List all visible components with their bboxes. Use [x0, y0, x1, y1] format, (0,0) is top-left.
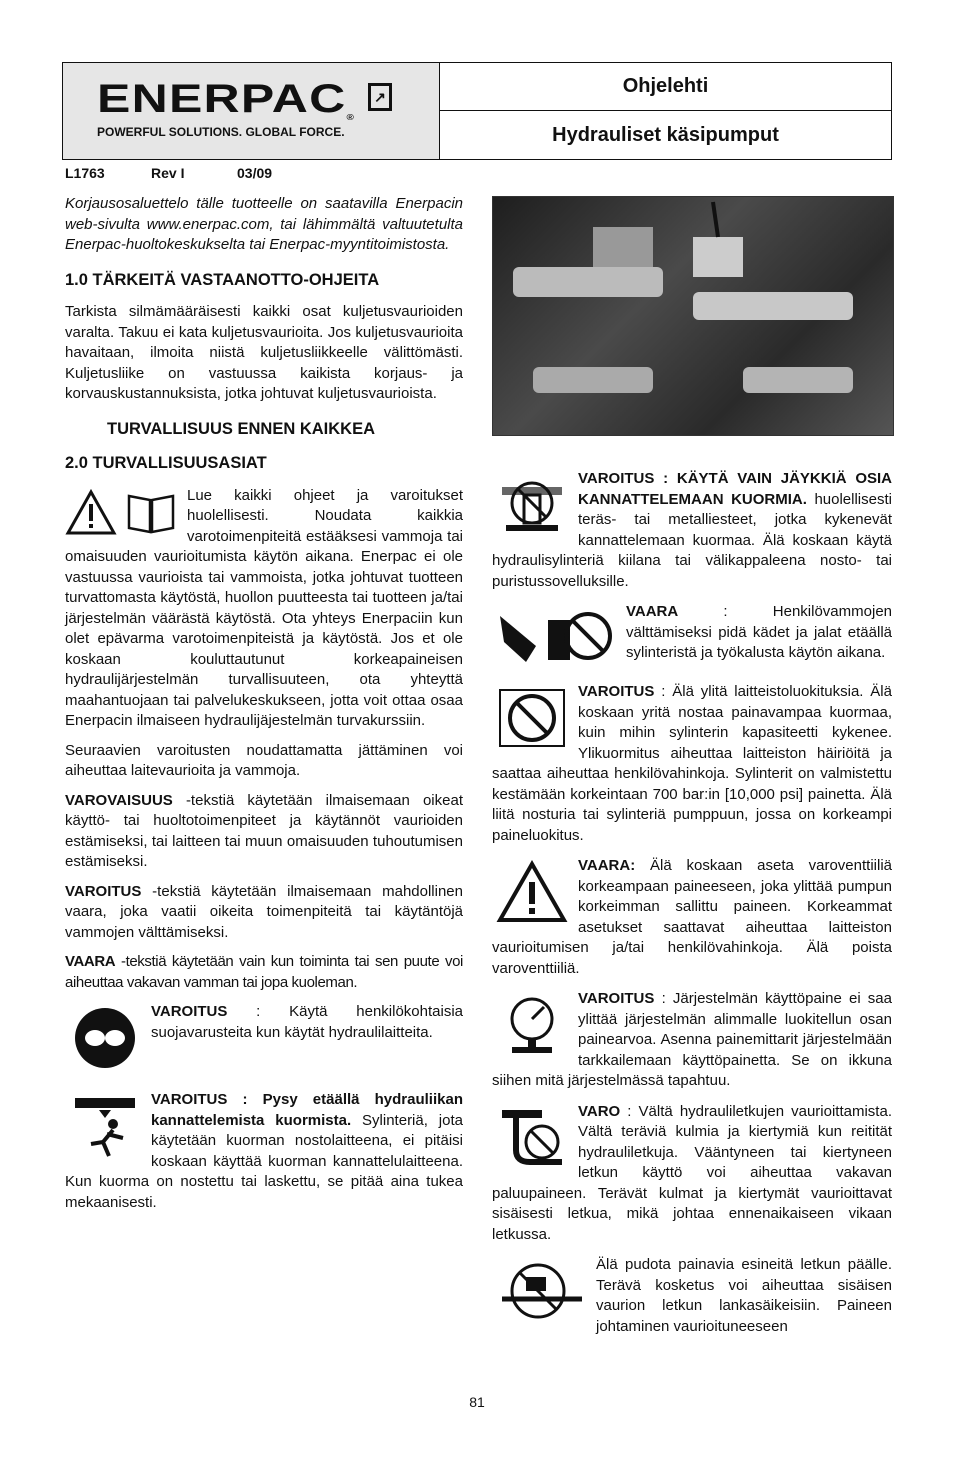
section-1-text: Tarkista silmämääräisesti kaikki osat kuljetusvaurioiden varalta. Takuu ei kata kuljetusvaurioita. Jos kuljetusvaurioita havaitaan, ilmoita niistä kuljetusliikkeelle välittömästi. Kuljetusliike on vastuussa kaikista korjaus- ja korvauskustannuksista, jotka johtuvat kuljetusvaurioista. [65, 303, 463, 402]
intro-text: Korjausosaluettelo tälle tuotteelle on saatavilla Enerpacin web-sivulta www.enerpac.com, tai lähimmältä valtuutetulta Enerpac-huoltokeskukselta tai Enerpac-myyntitoimistosta. [65, 195, 463, 253]
document-info [65, 165, 272, 181]
hose-bend-icon [496, 1106, 568, 1170]
pressure-gauge-icon [496, 993, 568, 1057]
ppe-warning: VAROITUS : Käytä henkilökohtaisia suojavarusteita kun käytät hydraulilaitteita. [65, 1002, 463, 1072]
hose-damage-caution: VARO : Vältä hydrauliletkujen vaurioittamista. Vältä teräviä kulmia ja kiertymiä kun reitität hydrauliletkuja. Vääntyneen tai kiertyneen letkun käyttö voi aiheuttaa vakavan paluupaineen. Terävät kulmat ja kiertymät vaurioittavat sisäisesti letkua, mikä johtaa ennenaikaiseen vikaan letkussa. [492, 1102, 892, 1243]
doc-number: L1763 [65, 165, 105, 181]
relief-valve-danger: VAARA: Älä koskaan aseta varoventtiiliä korkeampaan paineeseen, joka ylittää pumpun korkeimman sallittu paineen. Korkeammat asetukset saattavat aiheuttaa laitteiston vaurioitumisen ja/tai henkilövahinkoja. Älä poista varoventtiiliä. [492, 857, 892, 977]
warning-triangle-icon [496, 860, 568, 924]
warning-definition: VAROITUS -tekstiä käytetään ilmaisemaan mahdollinen vaara, joka vaatii oikeita toimenpiteitä tai käytäntöjä vammojen välttämiseksi. [65, 882, 463, 941]
section-1-heading: 1.0 TÄRKEITÄ VASTAANOTTO-OHJEITA [65, 270, 380, 289]
tagline: POWERFUL SOLUTIONS. GLOBAL FORCE. [97, 125, 345, 139]
page-number: 81 [469, 1394, 485, 1410]
doc-revision: Rev I [151, 165, 185, 181]
cylinder-support-icon [496, 473, 568, 537]
doc-date: 03/09 [237, 165, 273, 181]
safety-goggles-icon [69, 1006, 141, 1070]
overload-icon [496, 686, 568, 750]
left-column [65, 194, 463, 1223]
section-2-text: Lue kaikki ohjeet ja varoitukset huolellisesti. Noudata kaikkia varotoimenpiteitä estääksesi vammoja tai omaisuuden vaurioitumista käytön aikana. Enerpac ei ole vastuussa vaurioista tai vammoista, jotka johtuvat tuotteen turvattomasta käytöstä, huollon puutteesta tai tuotteen ja/tai järjestelmän väärästä käytöstä. Ota yhteys Enerpaciin kun olet epävarma varotoimenpiteistä ja käytöstä. Jos et ole koskaan kouluttautunut korkeapaineisen hydraulijärjestelmän turvallisuuteen, ota yhteyttä maahantuojaan tai palvelukeskukseen, jotta voit ottaa osaa Enerpacin ilmaiseen hydraulijäjestelmän turvakurssiin. [65, 486, 463, 729]
warning-triangle-icon [65, 488, 117, 536]
caution-definition: VAROVAISUUS -tekstiä käytetään ilmaisemaan oikeat käyttö- tai huoltotoimenpiteet ja käytännöt vaurioiden estämiseksi, tai laitteen tai muun omaisuuden tuhoutumisen estämiseksi. [65, 791, 463, 870]
hose-drop-warning: Älä pudota painavia esineitä letkun päälle. Terävä kosketus voi aiheuttaa sisäisen vaurion letkun lankasäikeisiin. Paineen johtaminen vaurioituneeseen [492, 1255, 892, 1337]
hand-crush-icon [496, 606, 616, 670]
safety-first-heading: TURVALLISUUS ENNEN KAIKKEA [107, 419, 375, 438]
pumps-illustration [493, 197, 893, 435]
logo-mark-icon: ↗ [368, 83, 392, 111]
rigid-support-warning: VAROITUS : KÄYTÄ VAIN JÄYKKIÄ OSIA KANNATTELEMAAN KUORMIA. huolellisesti teräs- tai metalliesteet, jotka kykenevät kannattelemaan kuormaa. Älä koskaan käytä hydraulisylinteriä kiilana tai välikappaleena nosto- tai puristussovelluksille. [492, 470, 892, 590]
hands-danger-warning: VAARA : Henkilövammojen välttämiseksi pidä kädet ja jalat etäällä sylinteristä ja työkalusta käytön aikana. [492, 602, 892, 672]
document-title: Ohjelehti [440, 63, 891, 111]
danger-definition: VAARA -tekstiä käytetään vain kun toiminta tai sen puute voi aiheuttaa vakavan vamman tai jopa kuoleman. [65, 953, 463, 991]
title-area [440, 63, 891, 159]
load-warning: VAROITUS : Pysy etäällä hydrauliikan kannattelemista kuormista. Sylinteriä, jota käytetään kuorman nostolaitteena, ei pitäisi koskaan käyttää kuorman kannattelulaitteena. Kun kuorma on nostettu tai laskettu, se pitää aina tukea mekaanisesti. [65, 1091, 463, 1211]
overload-warning: VAROITUS : Älä ylitä laitteistoluokituksia. Älä koskaan yritä nostaa painavampaa kuormaa, kuin mihin sylinterin kapasiteetti kykenee. Ylikuormitus aiheuttaa laitteiston häiriöitä ja saattaa aiheuttaa henkilövahinkoja. Sylinterit on valmistettu kestämään korkeintaan 700 bar:in [10,000 psi] painetta. Älä liitä nosturia tai sylinteriä pumppuun, jossa on korkeampi paineluokitus. [492, 683, 892, 844]
logo-area [63, 63, 440, 159]
hand-pumps-photo [492, 196, 894, 436]
pressure-gauge-warning: VAROITUS : Järjestelmän käyttöpaine ei saa ylittää järjestelmän alimmalle luokitellun osan painearvoa. Asenna painemittarit järjestelmään tarkkailemaan käyttöpainetta. Se on ikkuna siihen mitä järjestelmässä tapahtuu. [492, 990, 892, 1089]
heavy-object-hose-icon [496, 1259, 586, 1323]
enerpac-logo: ENERPAC® [97, 77, 356, 122]
section-2-p2: Seuraavien varoitusten noudattamatta jättäminen voi aiheuttaa laitevaurioita ja vammoja. [65, 741, 463, 779]
falling-load-icon [69, 1094, 141, 1158]
document-header [62, 62, 892, 160]
document-subtitle: Hydrauliset käsipumput [552, 123, 779, 146]
safety-icons [65, 488, 177, 536]
section-2-heading: 2.0 TURVALLISUUSASIAT [65, 454, 267, 472]
right-column [492, 196, 892, 1347]
manual-book-icon [125, 488, 177, 536]
